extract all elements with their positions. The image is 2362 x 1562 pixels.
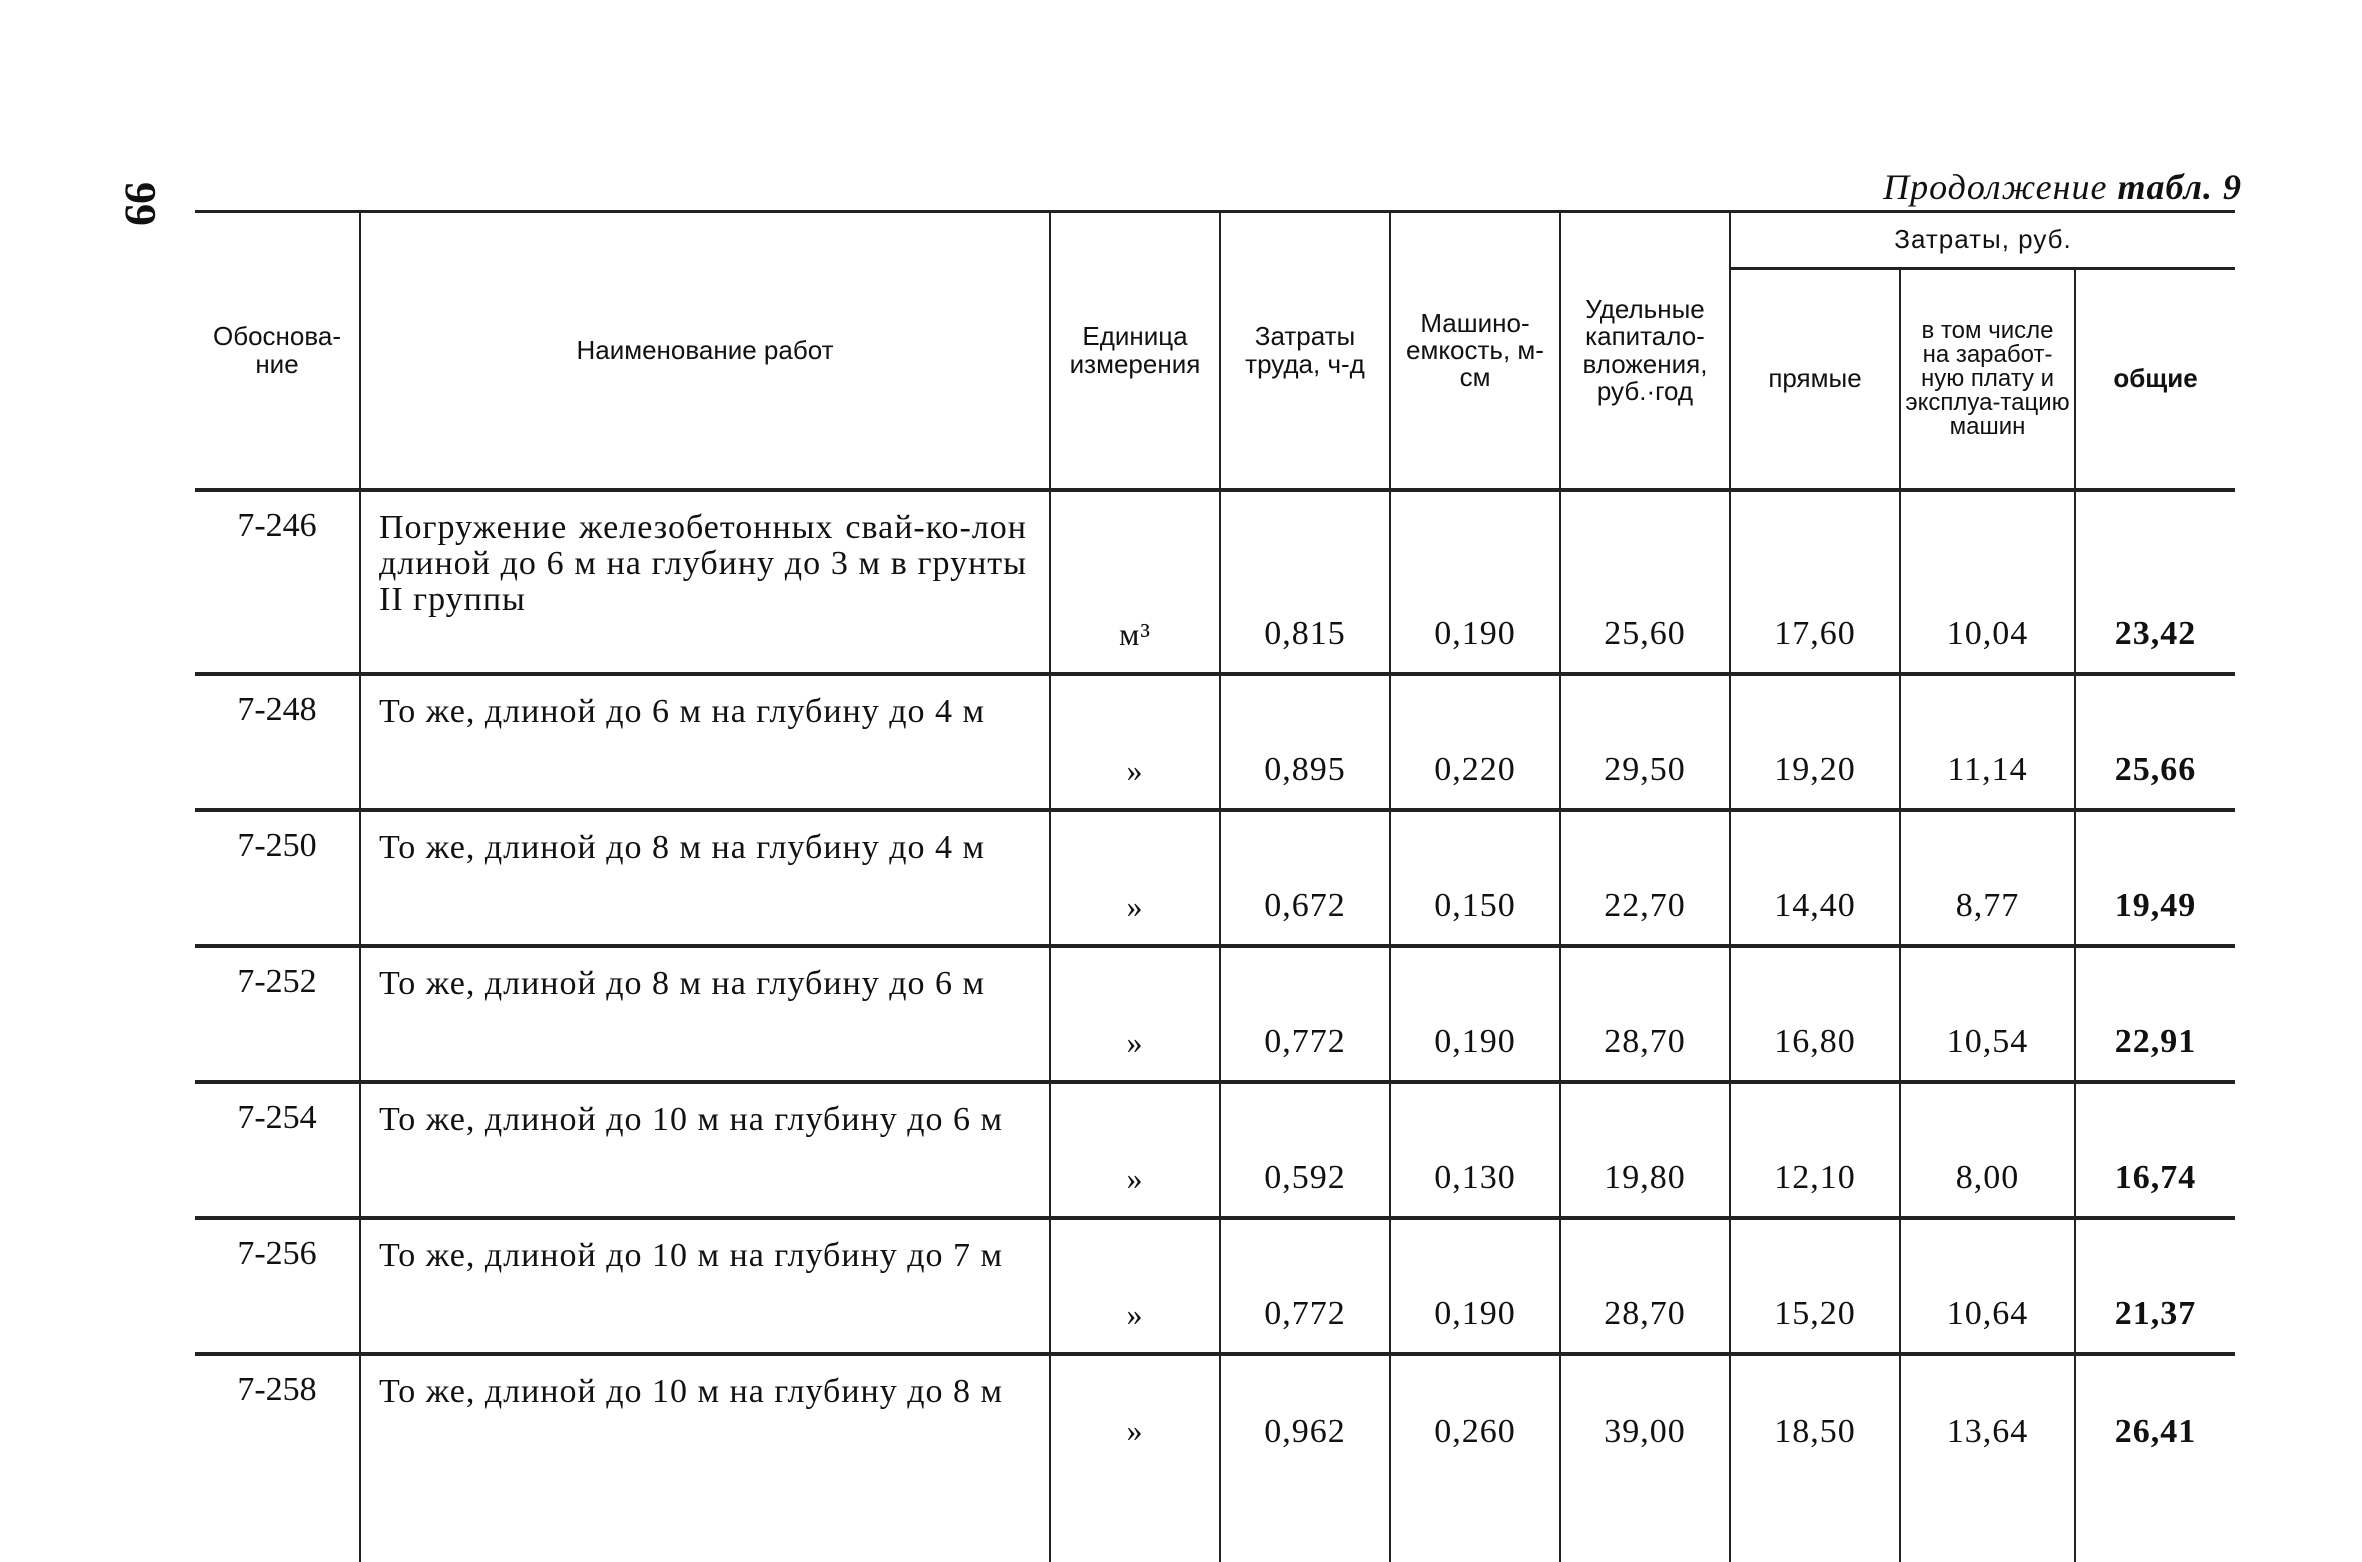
header-wage: в том числе на заработ-ную плату и эксплуа-тацию машин bbox=[1900, 269, 2075, 491]
cell-wage: 10,64 bbox=[1900, 1218, 2075, 1354]
cell-wage: 8,00 bbox=[1900, 1082, 2075, 1218]
cell-total: 22,91 bbox=[2075, 946, 2235, 1082]
cost-table bbox=[195, 210, 2235, 1562]
table-header bbox=[195, 212, 2235, 491]
cell-name: Погружение железобетонных свай-ко-лон длиной до 6 м на глубину до 3 м в грунты II группы bbox=[360, 490, 1050, 674]
cell-machine: 0,220 bbox=[1390, 674, 1560, 810]
cell-unit: » bbox=[1050, 674, 1220, 810]
table-reference: табл. 9 bbox=[2117, 167, 2242, 207]
cell-code: 7-256 bbox=[195, 1218, 360, 1354]
header-code: Обоснова-ние bbox=[195, 212, 360, 491]
cell-code: 7-250 bbox=[195, 810, 360, 946]
cell-unit: » bbox=[1050, 1218, 1220, 1354]
header-capital: Удельные капитало-вложения, руб.·год bbox=[1560, 212, 1730, 491]
cell-wage: 10,04 bbox=[1900, 490, 2075, 674]
cell-wage: 8,77 bbox=[1900, 810, 2075, 946]
cell-direct: 19,20 bbox=[1730, 674, 1900, 810]
page-number: 99 bbox=[116, 182, 165, 226]
cell-total: 25,66 bbox=[2075, 674, 2235, 810]
cell-wage: 10,54 bbox=[1900, 946, 2075, 1082]
cell-wage: 13,64 bbox=[1900, 1354, 2075, 1562]
table-row bbox=[195, 810, 2235, 946]
table-row bbox=[195, 490, 2235, 674]
cell-labor: 0,772 bbox=[1220, 1218, 1390, 1354]
cell-capital: 28,70 bbox=[1560, 946, 1730, 1082]
header-labor: Затраты труда, ч-д bbox=[1220, 212, 1390, 491]
cell-capital: 39,00 bbox=[1560, 1354, 1730, 1562]
cell-unit: » bbox=[1050, 810, 1220, 946]
cell-code: 7-248 bbox=[195, 674, 360, 810]
header-direct: прямые bbox=[1730, 269, 1900, 491]
table-body bbox=[195, 490, 2235, 1562]
table-row bbox=[195, 1354, 2235, 1562]
cell-labor: 0,772 bbox=[1220, 946, 1390, 1082]
cell-total: 26,41 bbox=[2075, 1354, 2235, 1562]
cell-unit: м³ bbox=[1050, 490, 1220, 674]
cell-code: 7-252 bbox=[195, 946, 360, 1082]
cell-labor: 0,592 bbox=[1220, 1082, 1390, 1218]
cell-unit: » bbox=[1050, 946, 1220, 1082]
header-name: Наименование работ bbox=[360, 212, 1050, 491]
header-unit: Единица измерения bbox=[1050, 212, 1220, 491]
cell-labor: 0,895 bbox=[1220, 674, 1390, 810]
cell-name: То же, длиной до 6 м на глубину до 4 м bbox=[360, 674, 1050, 810]
cell-direct: 17,60 bbox=[1730, 490, 1900, 674]
header-costs-group: Затраты, руб. bbox=[1730, 212, 2235, 269]
cell-machine: 0,130 bbox=[1390, 1082, 1560, 1218]
cell-total: 16,74 bbox=[2075, 1082, 2235, 1218]
cell-total: 21,37 bbox=[2075, 1218, 2235, 1354]
cell-machine: 0,190 bbox=[1390, 490, 1560, 674]
cell-labor: 0,672 bbox=[1220, 810, 1390, 946]
table-row bbox=[195, 674, 2235, 810]
cell-capital: 28,70 bbox=[1560, 1218, 1730, 1354]
cell-capital: 19,80 bbox=[1560, 1082, 1730, 1218]
cell-capital: 25,60 bbox=[1560, 490, 1730, 674]
cell-wage: 11,14 bbox=[1900, 674, 2075, 810]
cell-direct: 15,20 bbox=[1730, 1218, 1900, 1354]
table-row bbox=[195, 946, 2235, 1082]
cell-machine: 0,260 bbox=[1390, 1354, 1560, 1562]
continuation-prefix: Продолжение bbox=[1883, 167, 2108, 207]
cell-machine: 0,190 bbox=[1390, 946, 1560, 1082]
cell-capital: 29,50 bbox=[1560, 674, 1730, 810]
header-total: общие bbox=[2075, 269, 2235, 491]
cell-machine: 0,150 bbox=[1390, 810, 1560, 946]
table-row bbox=[195, 1082, 2235, 1218]
cell-direct: 16,80 bbox=[1730, 946, 1900, 1082]
cell-labor: 0,962 bbox=[1220, 1354, 1390, 1562]
cell-name: То же, длиной до 10 м на глубину до 7 м bbox=[360, 1218, 1050, 1354]
cell-code: 7-246 bbox=[195, 490, 360, 674]
cell-capital: 22,70 bbox=[1560, 810, 1730, 946]
cell-total: 23,42 bbox=[2075, 490, 2235, 674]
cell-name: То же, длиной до 10 м на глубину до 6 м bbox=[360, 1082, 1050, 1218]
cell-direct: 12,10 bbox=[1730, 1082, 1900, 1218]
cost-table-container bbox=[195, 210, 2235, 1562]
cell-name: То же, длиной до 8 м на глубину до 6 м bbox=[360, 946, 1050, 1082]
cell-machine: 0,190 bbox=[1390, 1218, 1560, 1354]
table-continuation-caption bbox=[1883, 166, 2242, 208]
cell-name: То же, длиной до 8 м на глубину до 4 м bbox=[360, 810, 1050, 946]
cell-direct: 18,50 bbox=[1730, 1354, 1900, 1562]
cell-code: 7-254 bbox=[195, 1082, 360, 1218]
cell-name: То же, длиной до 10 м на глубину до 8 м bbox=[360, 1354, 1050, 1562]
cell-direct: 14,40 bbox=[1730, 810, 1900, 946]
cell-code: 7-258 bbox=[237, 1371, 317, 1408]
table-row bbox=[195, 1218, 2235, 1354]
cell-labor: 0,815 bbox=[1220, 490, 1390, 674]
header-machine: Машино-емкость, м-см bbox=[1390, 212, 1560, 491]
cell-unit: » bbox=[1050, 1082, 1220, 1218]
cell-unit: » bbox=[1050, 1354, 1220, 1562]
cell-total: 19,49 bbox=[2075, 810, 2235, 946]
